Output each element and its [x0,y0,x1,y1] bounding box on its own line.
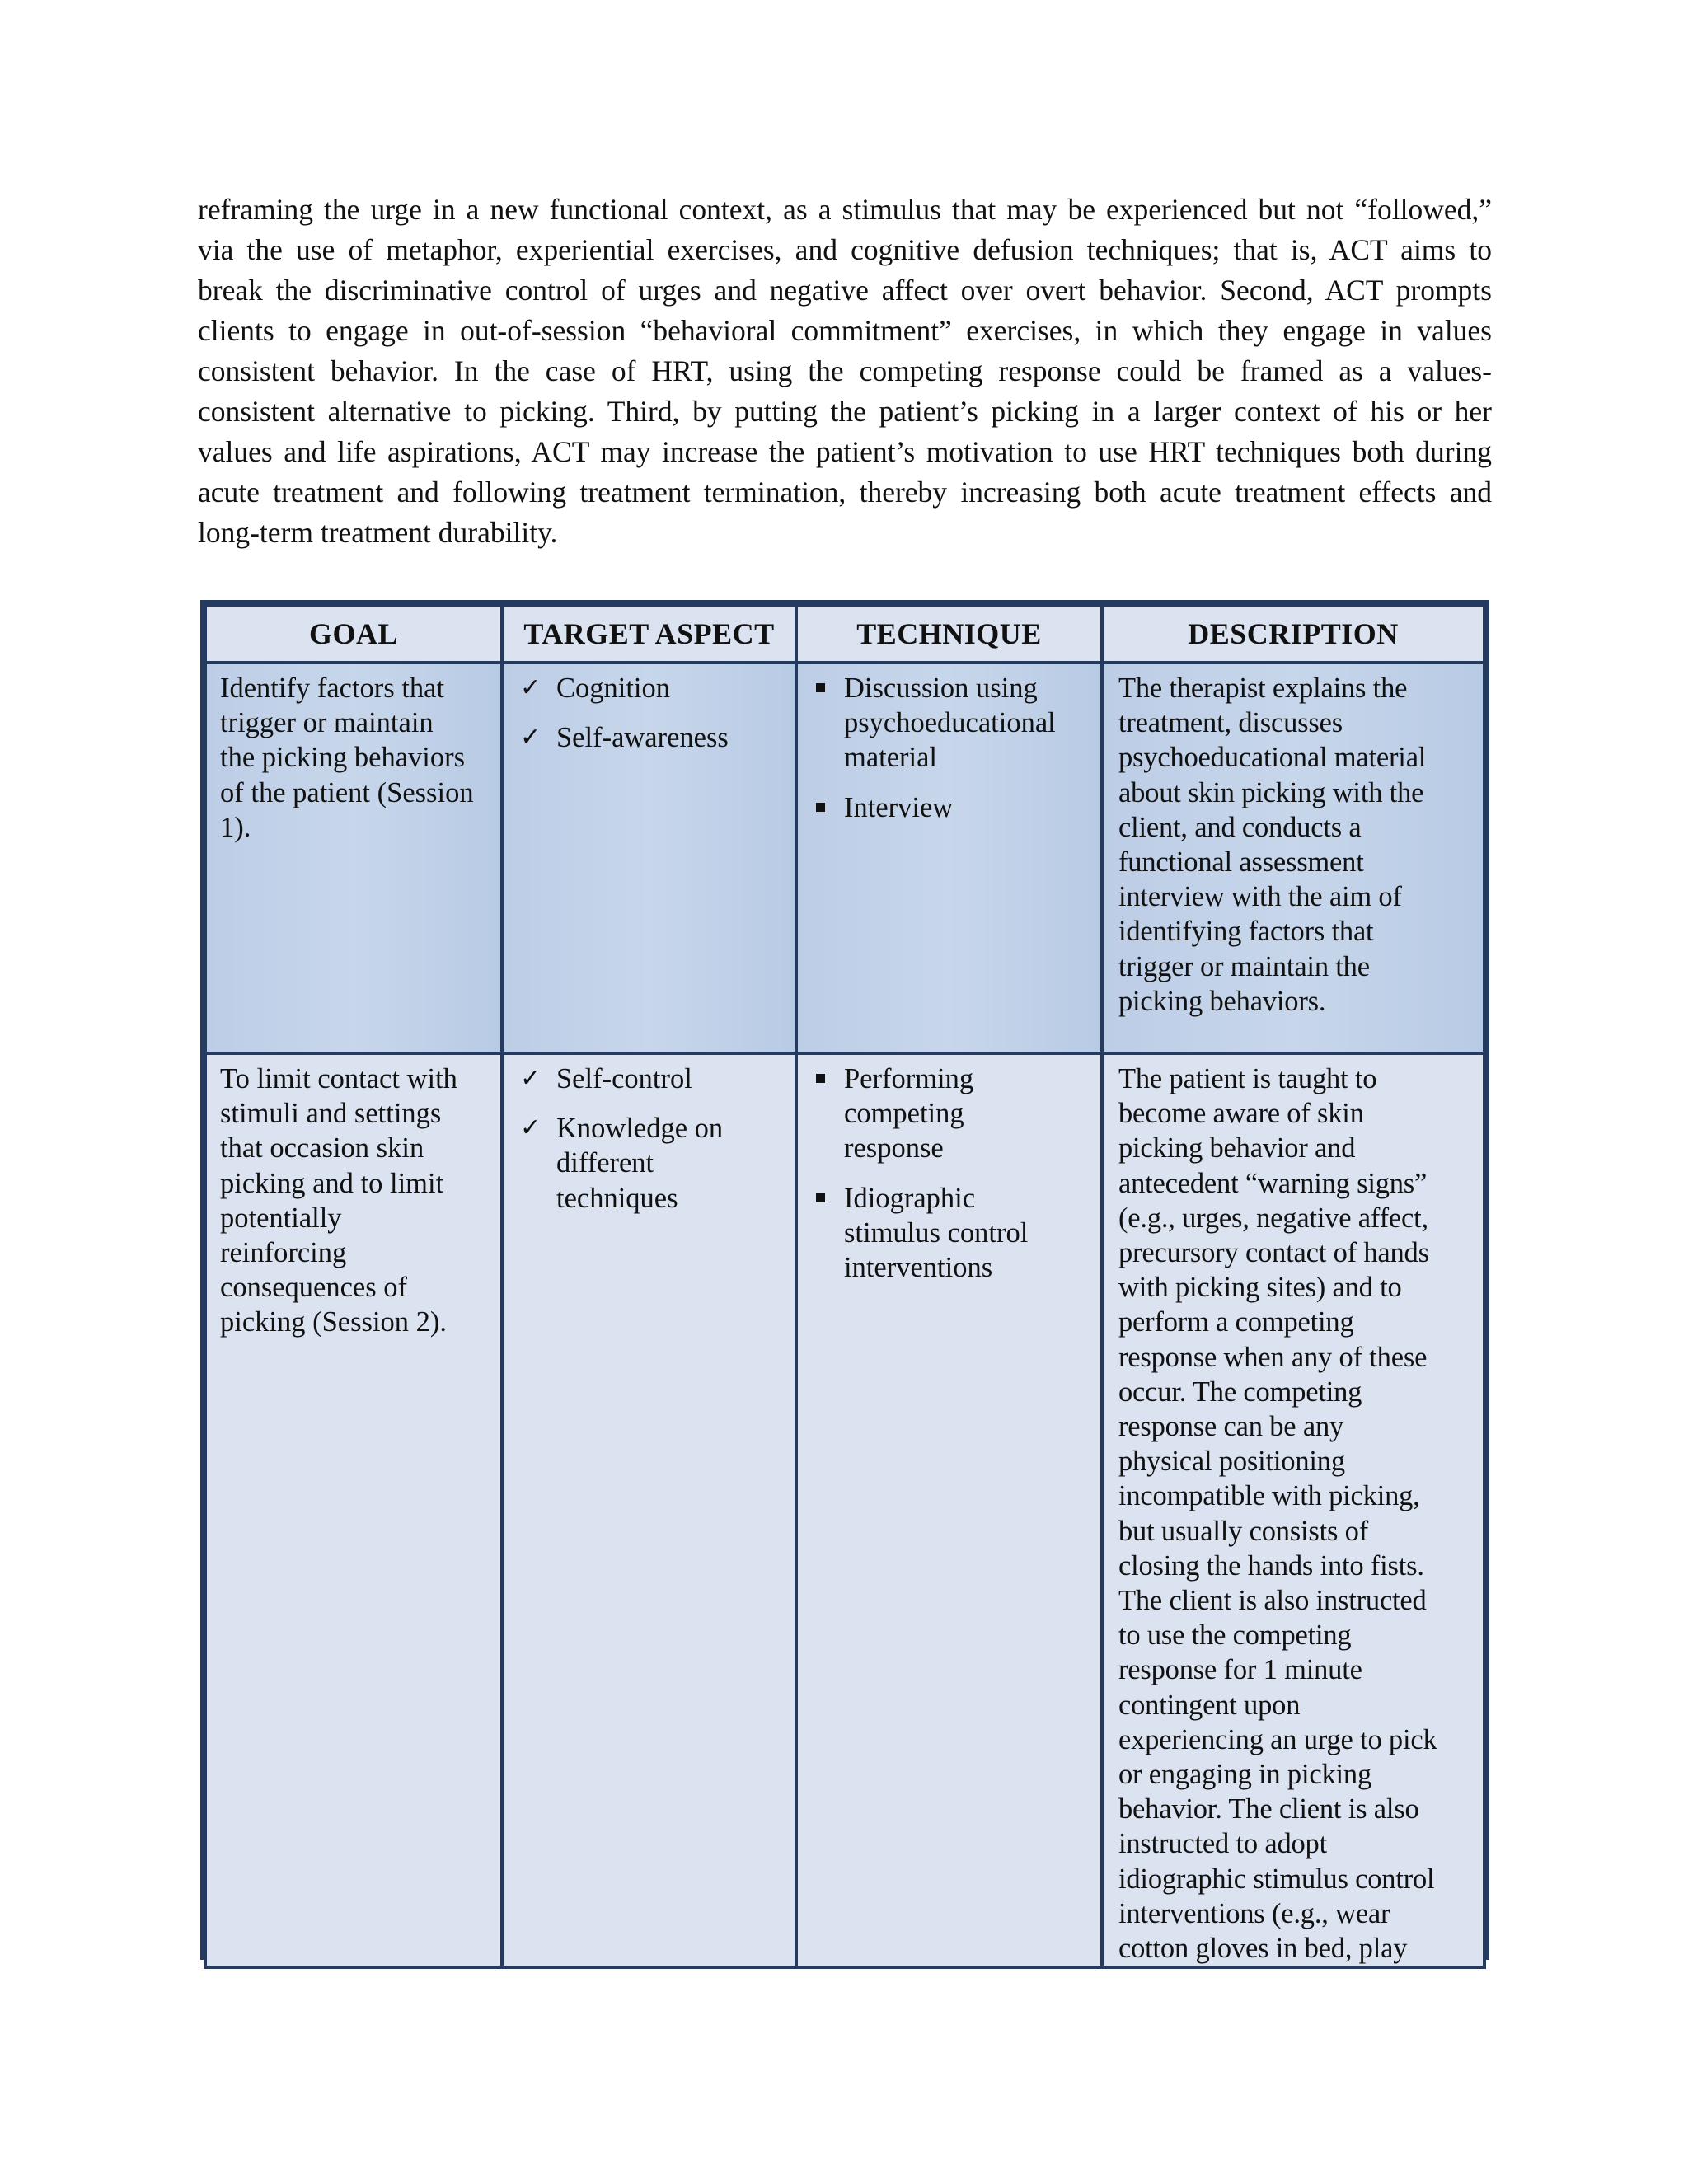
description-line: response for 1 minute [1118,1654,1362,1686]
table-row [205,1053,1484,1967]
goal-line: Identify factors that [220,673,445,704]
checkmark-icon: ✓ [520,673,542,702]
description-line: identifying factors that [1118,916,1374,948]
paragraph-line: clients to engage in out-of-session “behavioral commitment” exercises, in which they engage in values [198,314,1492,347]
description-line: but usually consists of [1118,1515,1369,1547]
goal-line: stimuli and settings [220,1098,442,1130]
checkmark-icon: ✓ [520,1113,542,1143]
goal-line: picking and to limit [220,1167,444,1199]
checkmark-icon: ✓ [520,723,542,752]
description-line: become aware of skin [1118,1098,1364,1130]
description-line: physical positioning [1118,1446,1345,1478]
description-line: picking behaviors. [1118,985,1326,1017]
goal-line: of the patient (Session [220,776,474,808]
table-row [205,663,1484,1053]
aspect-line: Cognition [556,673,671,704]
table-header-row [205,605,1484,663]
technique-line: competing [844,1098,964,1130]
target-aspect-cell [502,1053,796,1967]
description-line: treatment, discusses [1118,707,1343,739]
description-line: precursory contact of hands [1118,1237,1429,1269]
aspect-line: different [556,1147,654,1179]
goal-line: potentially [220,1202,342,1234]
description-line: to use the competing [1118,1619,1352,1652]
description-line: experiencing an urge to pick [1118,1723,1437,1755]
description-line: occur. The competing [1118,1376,1362,1408]
description-cell [1102,663,1484,1053]
technique-line: interventions [844,1252,993,1284]
goal-line: 1). [220,811,251,843]
aspect-line: techniques [556,1182,678,1214]
aspect-item [517,1062,785,1096]
header-description: DESCRIPTION [1102,605,1484,663]
paragraph-line: acute treatment and following treatment termination, thereby increasing both acute treatment effects and [198,476,1492,509]
goal-cell [205,663,502,1053]
description-line: cotton gloves in bed, play [1118,1933,1408,1965]
square-bullet-icon [816,803,825,812]
description-line: with picking sites) and to [1118,1272,1402,1304]
technique-line: Discussion using [844,673,1038,704]
technique-line: stimulus control [844,1216,1029,1249]
goal-line: To limit contact with [220,1063,457,1094]
header-goal: GOAL [205,605,502,663]
description-line: about skin picking with the [1118,776,1424,808]
checkmark-icon: ✓ [520,1064,542,1093]
description-line: (e.g., urges, negative affect, [1118,1202,1428,1234]
target-aspect-cell [502,663,796,1053]
paragraph-line: via the use of metaphor, experiential exercises, and cognitive defusion techniques; that is, ACT aims to [198,233,1492,266]
aspect-line: Self-awareness [556,722,729,754]
aspect-item [517,1111,785,1216]
technique-item [811,1062,1090,1166]
description-line: interview with the aim of [1118,881,1402,913]
description-line: psychoeducational material [1118,742,1427,774]
description-line: behavior. The client is also [1118,1793,1419,1825]
technique-item [811,671,1090,776]
paragraph-line: consistent alternative to picking. Third, by putting the patient’s picking in a larger context of his or her [198,395,1492,428]
description-line: idiographic stimulus control [1118,1863,1435,1895]
technique-cell [796,663,1102,1053]
paragraph-line: consistent behavior. In the case of HRT, using the competing response could be framed as a values- [198,354,1492,387]
header-target-aspect: TARGET ASPECT [502,605,796,663]
goal-cell [205,1053,502,1967]
paragraph-line: values and life aspirations, ACT may increase the patient’s motivation to use HRT techniques both during [198,435,1492,468]
description-line: trigger or maintain the [1118,950,1370,982]
description-line: perform a competing [1118,1306,1354,1338]
description-line: antecedent “warning signs” [1118,1167,1428,1199]
description-line: incompatible with picking, [1118,1480,1420,1512]
paragraph-line: long-term treatment durability. [198,516,558,549]
goal-line: reinforcing [220,1237,347,1269]
treatment-table [200,600,1489,1965]
description-line: contingent upon [1118,1689,1301,1721]
goal-line: the picking behaviors [220,742,466,774]
aspect-item [517,671,785,705]
description-line: instructed to adopt [1118,1828,1327,1860]
technique-cell [796,1053,1102,1967]
header-technique: TECHNIQUE [796,605,1102,663]
description-line: The patient is taught to [1118,1063,1377,1094]
description-line: picking behavior and [1118,1132,1356,1165]
goal-line: picking (Session 2). [220,1306,448,1338]
square-bullet-icon [816,1074,825,1083]
description-line: interventions (e.g., wear [1118,1897,1390,1929]
description-line: closing the hands into fists. [1118,1549,1424,1582]
goal-line: trigger or maintain [220,707,434,739]
technique-item [811,1181,1090,1286]
aspect-line: Self-control [556,1063,692,1094]
paragraph-line: break the discriminative control of urges and negative affect over overt behavior. Second, ACT prompts [198,274,1492,307]
square-bullet-icon [816,1193,825,1202]
technique-line: Interview [844,791,954,823]
goal-line: that occasion skin [220,1132,424,1165]
description-line: or engaging in picking [1118,1759,1372,1791]
technique-line: response [844,1132,944,1165]
square-bullet-icon [816,683,825,692]
paragraph-line: reframing the urge in a new functional context, as a stimulus that may be experienced but not “followed,” [198,193,1492,226]
aspect-item [517,720,785,755]
description-line: The therapist explains the [1118,673,1408,704]
technique-line: Idiographic [844,1182,976,1214]
description-cell [1102,1053,1484,1967]
description-line: functional assessment [1118,846,1364,879]
technique-line: Performing [844,1063,974,1094]
goal-line: consequences of [220,1272,408,1304]
technique-item [811,790,1090,825]
body-paragraph [198,190,1492,553]
technique-line: material [844,742,938,774]
description-line: response can be any [1118,1411,1344,1443]
technique-line: psychoeducational [844,707,1056,739]
aspect-line: Knowledge on [556,1113,724,1145]
description-line: The client is also instructed [1118,1585,1427,1617]
description-line: client, and conducts a [1118,811,1362,843]
description-line: response when any of these [1118,1341,1428,1373]
